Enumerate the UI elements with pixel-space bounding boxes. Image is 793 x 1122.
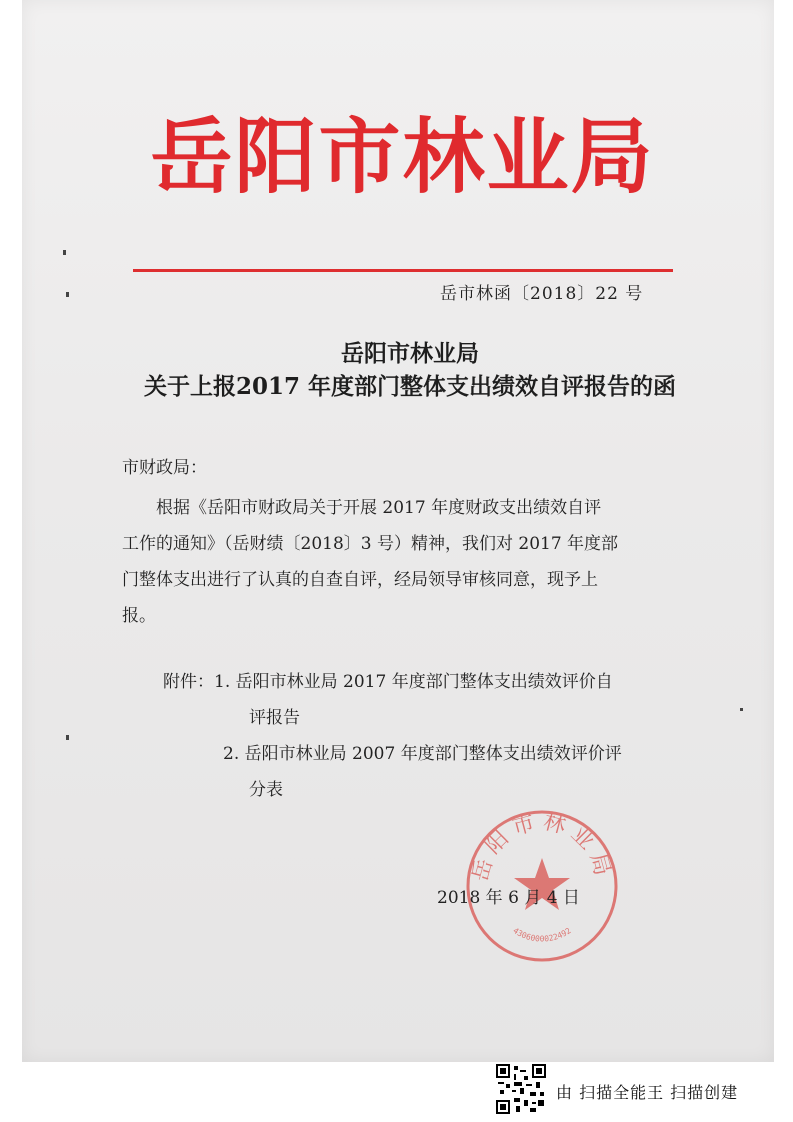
- scanner-watermark-text: 由 扫描全能王 扫描创建: [556, 1083, 739, 1102]
- attachment-1-line1: 1. 岳阳市林业局 2017 年度部门整体支出绩效评价自: [214, 672, 613, 692]
- attachment-2-line2: 分表: [249, 780, 283, 800]
- body-line: 门整体支出进行了认真的自查自评，经局领导审核同意，现予上: [122, 570, 598, 590]
- scan-mark: [63, 250, 66, 255]
- attachment-2-line1: 2. 岳阳市林业局 2007 年度部门整体支出绩效评价评: [223, 744, 622, 764]
- signature-date: 2018 年 6 月 4 日: [437, 888, 580, 908]
- seal-text: 岳阳市林业局: [467, 809, 617, 885]
- body-line: 工作的通知》（岳财绩〔2018〕3 号）精神，我们对 2017 年度部: [122, 534, 619, 554]
- attachment-1-line2: 评报告: [249, 708, 300, 728]
- salutation: 市财政局：: [122, 458, 207, 478]
- svg-text:4306000022492: [511, 926, 572, 944]
- letterhead-agency: 岳阳市林业局: [150, 109, 655, 205]
- scan-mark: [66, 735, 69, 740]
- attachment-item: [163, 664, 622, 700]
- attachments-label: 附件：: [163, 672, 214, 692]
- letter-title-line1: 岳阳市林业局: [341, 340, 479, 367]
- scan-mark: [740, 708, 743, 711]
- letterhead-divider: [133, 269, 673, 272]
- document-number: 岳市林函〔2018〕22 号: [440, 284, 644, 304]
- scan-mark: [66, 292, 69, 297]
- qr-code-icon: [496, 1064, 546, 1114]
- letter-title-line2: 关于上报2017 年度部门整体支出绩效自评报告的函: [143, 373, 677, 400]
- body-paragraph: [122, 490, 618, 634]
- letter-title: [80, 337, 740, 403]
- attachments: [163, 664, 622, 808]
- seal-serial: 4306000022492: [511, 926, 573, 944]
- body-line: 报。: [122, 606, 156, 626]
- body-line: 根据《岳阳市财政局关于开展 2017 年度财政支出绩效自评: [156, 498, 602, 518]
